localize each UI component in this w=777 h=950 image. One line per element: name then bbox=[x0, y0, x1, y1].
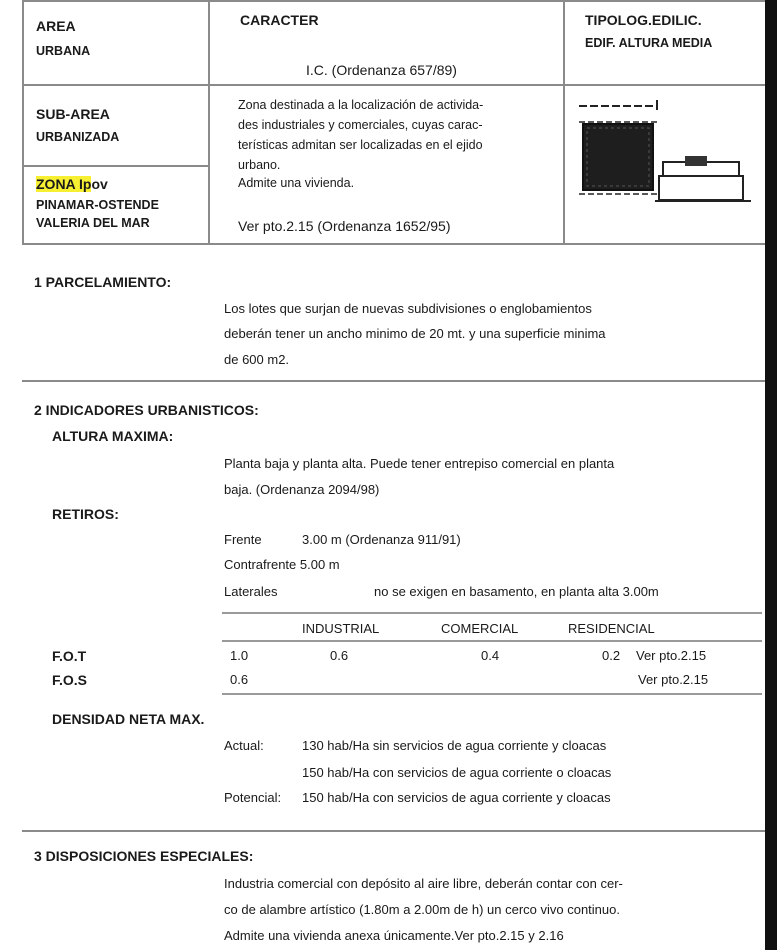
section-divider-1 bbox=[22, 380, 765, 382]
table-bottom-border bbox=[222, 693, 762, 695]
low-building-detail bbox=[685, 156, 707, 166]
table-header-border bbox=[222, 640, 762, 642]
table-header-comercial: COMERCIAL bbox=[441, 621, 519, 636]
fos-label: F.O.S bbox=[52, 672, 88, 688]
desc-line-5: Admite una vivienda. bbox=[238, 176, 355, 190]
disposiciones-title: 3 DISPOSICIONES ESPECIALES: bbox=[34, 848, 254, 864]
low-building-base bbox=[659, 176, 743, 200]
fot-total: 1.0 bbox=[230, 648, 249, 663]
ic-text: I.C. (Ordenanza 657/89) bbox=[306, 62, 457, 78]
fot-residencial: 0.2 bbox=[602, 648, 621, 663]
desc-line-2: des industriales y comerciales, cuyas carac- bbox=[238, 118, 483, 132]
header-left-border bbox=[22, 0, 24, 245]
subarea-value: URBANIZADA bbox=[36, 130, 120, 144]
area-value: URBANA bbox=[36, 44, 91, 58]
zona-label bbox=[36, 176, 108, 192]
table-top-border bbox=[222, 612, 762, 614]
ver-text: Ver pto.2.15 (Ordenanza 1652/95) bbox=[238, 218, 451, 234]
desc-line-4: urbano. bbox=[238, 158, 281, 172]
actual-line-2: 150 hab/Ha con servicios de agua corriente o cloacas bbox=[302, 765, 612, 780]
caracter-label: CARACTER bbox=[240, 12, 319, 28]
potencial-label: Potencial: bbox=[224, 790, 282, 805]
subarea-zona-border bbox=[22, 165, 209, 167]
frente-value: 3.00 m (Ordenanza 911/91) bbox=[302, 532, 461, 547]
parcelamiento-line-1: Los lotes que surjan de nuevas subdivisiones o englobamientos bbox=[224, 301, 592, 316]
parcelamiento-line-2: deberán tener un ancho minimo de 20 mt. y una superficie minima bbox=[224, 326, 606, 341]
densidad-title: DENSIDAD NETA MAX. bbox=[52, 711, 205, 727]
header-top-border bbox=[22, 0, 765, 2]
actual-line-1: 130 hab/Ha sin servicios de agua corriente y cloacas bbox=[302, 738, 607, 753]
zona-suffix: ov bbox=[91, 176, 108, 192]
zona-line2: PINAMAR-OSTENDE bbox=[36, 198, 159, 212]
section-divider-2 bbox=[22, 830, 765, 832]
tipolog-value: EDIF. ALTURA MEDIA bbox=[585, 36, 713, 50]
potencial-line: 150 hab/Ha con servicios de agua corriente y cloacas bbox=[302, 790, 611, 805]
fot-ref: Ver pto.2.15 bbox=[636, 648, 707, 663]
fos-value: 0.6 bbox=[230, 672, 249, 687]
altura-line-2: baja. (Ordenanza 2094/98) bbox=[224, 482, 380, 497]
desc-line-3: terísticas admitan ser localizadas en el ejido bbox=[238, 138, 483, 152]
fot-industrial: 0.6 bbox=[330, 648, 349, 663]
altura-line-1: Planta baja y planta alta. Puede tener entrepiso comercial en planta bbox=[224, 456, 615, 471]
zona-line3: VALERIA DEL MAR bbox=[36, 216, 150, 230]
header-bottom-border bbox=[22, 243, 765, 245]
fot-label: F.O.T bbox=[52, 648, 87, 664]
header-mid-border bbox=[22, 84, 765, 86]
tall-building bbox=[583, 124, 653, 190]
indicadores-title: 2 INDICADORES URBANISTICOS: bbox=[34, 402, 259, 418]
parcelamiento-title: 1 PARCELAMIENTO: bbox=[34, 274, 172, 290]
fot-comercial: 0.4 bbox=[481, 648, 500, 663]
disposiciones-line-2: co de alambre artístico (1.80m a 2.00m de h) un cerco vivo continuo. bbox=[224, 902, 620, 917]
tipolog-label: TIPOLOG.EDILIC. bbox=[585, 12, 702, 28]
header-col2-border bbox=[563, 0, 565, 245]
actual-label: Actual: bbox=[224, 738, 264, 753]
disposiciones-line-3: Admite una vivienda anexa únicamente.Ver pto.2.15 y 2.16 bbox=[224, 928, 564, 943]
building-typology-drawing bbox=[575, 96, 755, 212]
table-header-industrial: INDUSTRIAL bbox=[302, 621, 380, 636]
table-header-residencial: RESIDENCIAL bbox=[568, 621, 655, 636]
header-col1-border bbox=[208, 0, 210, 245]
retiros-title: RETIROS: bbox=[52, 506, 119, 522]
fos-ref: Ver pto.2.15 bbox=[638, 672, 709, 687]
laterales-value: no se exigen en basamento, en planta alta 3.00m bbox=[374, 584, 659, 599]
frente-label: Frente bbox=[224, 532, 262, 547]
altura-title: ALTURA MAXIMA: bbox=[52, 428, 174, 444]
subarea-label: SUB-AREA bbox=[36, 106, 110, 122]
area-label: AREA bbox=[36, 18, 76, 34]
right-edge-strip bbox=[765, 0, 777, 950]
contrafrente: Contrafrente 5.00 m bbox=[224, 557, 340, 572]
zona-highlight: ZONA Ip bbox=[36, 176, 92, 192]
desc-line-1: Zona destinada a la localización de activida- bbox=[238, 98, 484, 112]
parcelamiento-line-3: de 600 m2. bbox=[224, 352, 290, 367]
laterales-label: Laterales bbox=[224, 584, 278, 599]
disposiciones-line-1: Industria comercial con depósito al aire libre, deberán contar con cer- bbox=[224, 876, 623, 891]
